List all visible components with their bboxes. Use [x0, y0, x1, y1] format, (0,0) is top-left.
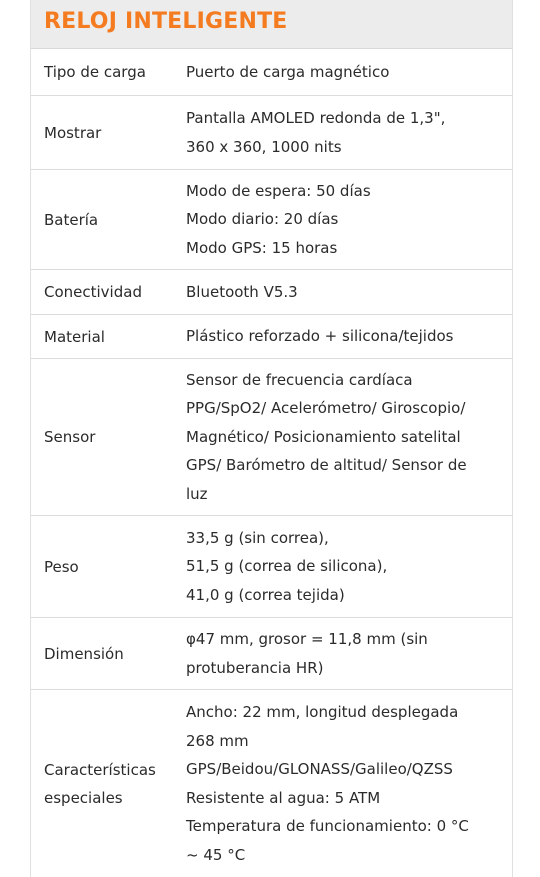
value-line: protuberancia HR)	[186, 658, 324, 677]
row-label	[44, 618, 174, 689]
row-value	[186, 315, 506, 358]
value-line: Modo de espera: 50 días	[186, 181, 371, 200]
value-line: Bluetooth V5.3	[186, 282, 298, 301]
value-line: Sensor de frecuencia cardíaca	[186, 370, 413, 389]
row-tipo-de-carga	[31, 49, 512, 96]
label-line: Material	[44, 327, 105, 346]
label-line: Mostrar	[44, 123, 102, 142]
value-line: GPS/ Barómetro de altitud/ Sensor de	[186, 456, 467, 475]
value-line: 51,5 g (correa de silicona),	[186, 557, 388, 576]
spec-table	[30, 0, 513, 877]
label-line: Peso	[44, 557, 79, 576]
row-label	[44, 516, 174, 617]
value-line: GPS/Beidou/GLONASS/Galileo/QZSS	[186, 760, 453, 778]
value-line: Resistente al agua: 5 ATM	[186, 788, 381, 807]
row-label	[44, 359, 174, 515]
row-value	[186, 96, 506, 169]
value-line: Ancho: 22 mm, longitud desplegada	[186, 703, 459, 721]
row-label	[44, 96, 174, 169]
row-value	[186, 618, 506, 689]
value-line: Modo diario: 20 días	[186, 210, 339, 229]
row-value	[186, 690, 506, 877]
value-line: Plástico reforzado + silicona/tejidos	[186, 327, 454, 346]
label-line: Conectividad	[44, 283, 142, 301]
label-line: Tipo de carga	[44, 63, 146, 81]
value-line: Magnético/ Posicionamiento satelital	[186, 427, 461, 446]
row-dimension	[31, 618, 512, 690]
row-value	[186, 516, 506, 617]
row-peso	[31, 516, 512, 618]
value-line: PPG/SpO2/ Acelerómetro/ Giroscopio/	[186, 399, 466, 418]
value-line: 360 x 360, 1000 nits	[186, 137, 342, 156]
row-label	[44, 49, 174, 95]
label-line: especiales	[44, 788, 123, 807]
label-line: Características	[44, 760, 156, 779]
value-line: 33,5 g (sin correa),	[186, 528, 329, 547]
row-value	[186, 359, 506, 515]
row-value	[186, 49, 506, 95]
value-line: Puerto de carga magnético	[186, 62, 390, 81]
label-line: Batería	[44, 210, 99, 229]
row-label	[44, 690, 174, 877]
table-header	[31, 0, 512, 49]
label-line: Sensor	[44, 428, 96, 446]
value-line: Temperatura de funcionamiento: 0 °C	[186, 817, 469, 835]
row-value	[186, 170, 506, 269]
label-line: Dimensión	[44, 644, 124, 663]
value-line: φ47 mm, grosor = 11,8 mm (sin	[186, 630, 428, 648]
row-bateria	[31, 170, 512, 270]
value-line: luz	[186, 484, 208, 503]
row-sensor	[31, 359, 512, 516]
value-line: 41,0 g (correa tejida)	[186, 585, 345, 604]
row-caracteristicas-especiales	[31, 690, 512, 877]
row-label	[44, 170, 174, 269]
row-value	[186, 270, 506, 314]
value-line: Pantalla AMOLED redonda de 1,3",	[186, 109, 446, 127]
row-material	[31, 315, 512, 359]
value-line: Modo GPS: 15 horas	[186, 238, 338, 257]
row-label	[44, 270, 174, 314]
row-label	[44, 315, 174, 358]
row-mostrar	[31, 96, 512, 170]
table-title: RELOJ INTELIGENTE	[44, 9, 288, 34]
value-line: ~ 45 °C	[186, 845, 246, 864]
value-line: 268 mm	[186, 731, 249, 750]
row-conectividad	[31, 270, 512, 315]
